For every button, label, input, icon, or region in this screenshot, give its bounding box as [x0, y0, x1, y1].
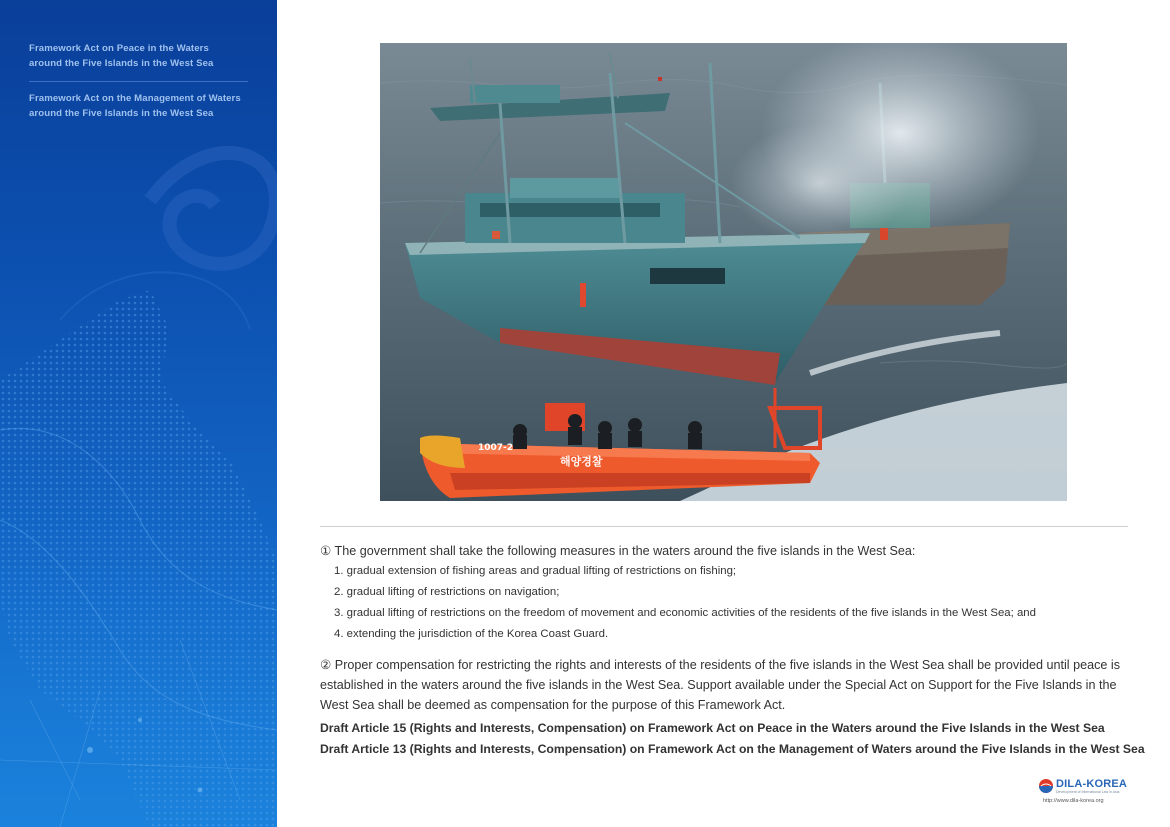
measures-list	[320, 561, 1135, 645]
list-item: 3. gradual lifting of restrictions on the freedom of movement and economic activities of the residents of the five islands in the West Sea; and	[334, 607, 1036, 619]
logo-brand: DILA-KOREA	[1056, 778, 1128, 790]
draft-article-13-reference: Draft Article 13 (Rights and Interests, Compensation) on Framework Act on the Management of Waters around the Five Islands in the West Sea	[320, 742, 1145, 756]
paragraph-1-heading: ① The government shall take the following measures in the waters around the five islands in the West Sea:	[320, 544, 916, 558]
dila-globe-icon	[1038, 778, 1054, 794]
dila-korea-logo[interactable]	[1038, 778, 1138, 808]
logo-url[interactable]: http://www.dila-korea.org	[1043, 798, 1104, 804]
boat-number-label: 1007-2	[478, 443, 514, 453]
sidebar-item-management-act[interactable]	[29, 92, 248, 121]
list-item: 1. gradual extension of fishing areas and gradual lifting of restrictions on fishing;	[334, 565, 737, 577]
sea-map-background	[0, 0, 277, 827]
sidebar-item-line: around the Five Islands in the West Sea	[29, 107, 214, 119]
sidebar-item-peace-act[interactable]	[29, 42, 248, 71]
divider	[320, 526, 1128, 527]
coast-guard-photo	[380, 43, 1067, 501]
sidebar-nav	[29, 42, 248, 121]
draft-article-references	[320, 718, 1145, 760]
article-content	[320, 541, 1145, 760]
list-item: 2. gradual lifting of restrictions on navigation;	[334, 586, 560, 598]
sidebar-item-line: around the Five Islands in the West Sea	[29, 57, 214, 69]
list-item: 4. extending the jurisdiction of the Korea Coast Guard.	[334, 628, 609, 640]
sidebar-item-line: Framework Act on Peace in the Waters	[29, 43, 209, 54]
boat-hull-label: 해양경찰	[560, 455, 603, 468]
sidebar-divider	[29, 81, 248, 82]
logo-tagline: Development of International Law in Asia	[1056, 790, 1120, 794]
sidebar-item-line: Framework Act on the Management of Waters	[29, 93, 241, 104]
draft-article-15-reference: Draft Article 15 (Rights and Interests, Compensation) on Framework Act on Peace in the Waters around the Five Islands in the West Sea	[320, 721, 1105, 735]
sidebar	[0, 0, 277, 827]
paragraph-2: ② Proper compensation for restricting the rights and interests of the residents of the five islands in the West Sea shall be provided until peace is established in the waters around the five islands in the West Sea. Support available under the Special Act on Support for the Five Islands in the West Sea shall be deemed as compensation for the purpose of this Framework Act.	[320, 658, 1120, 712]
